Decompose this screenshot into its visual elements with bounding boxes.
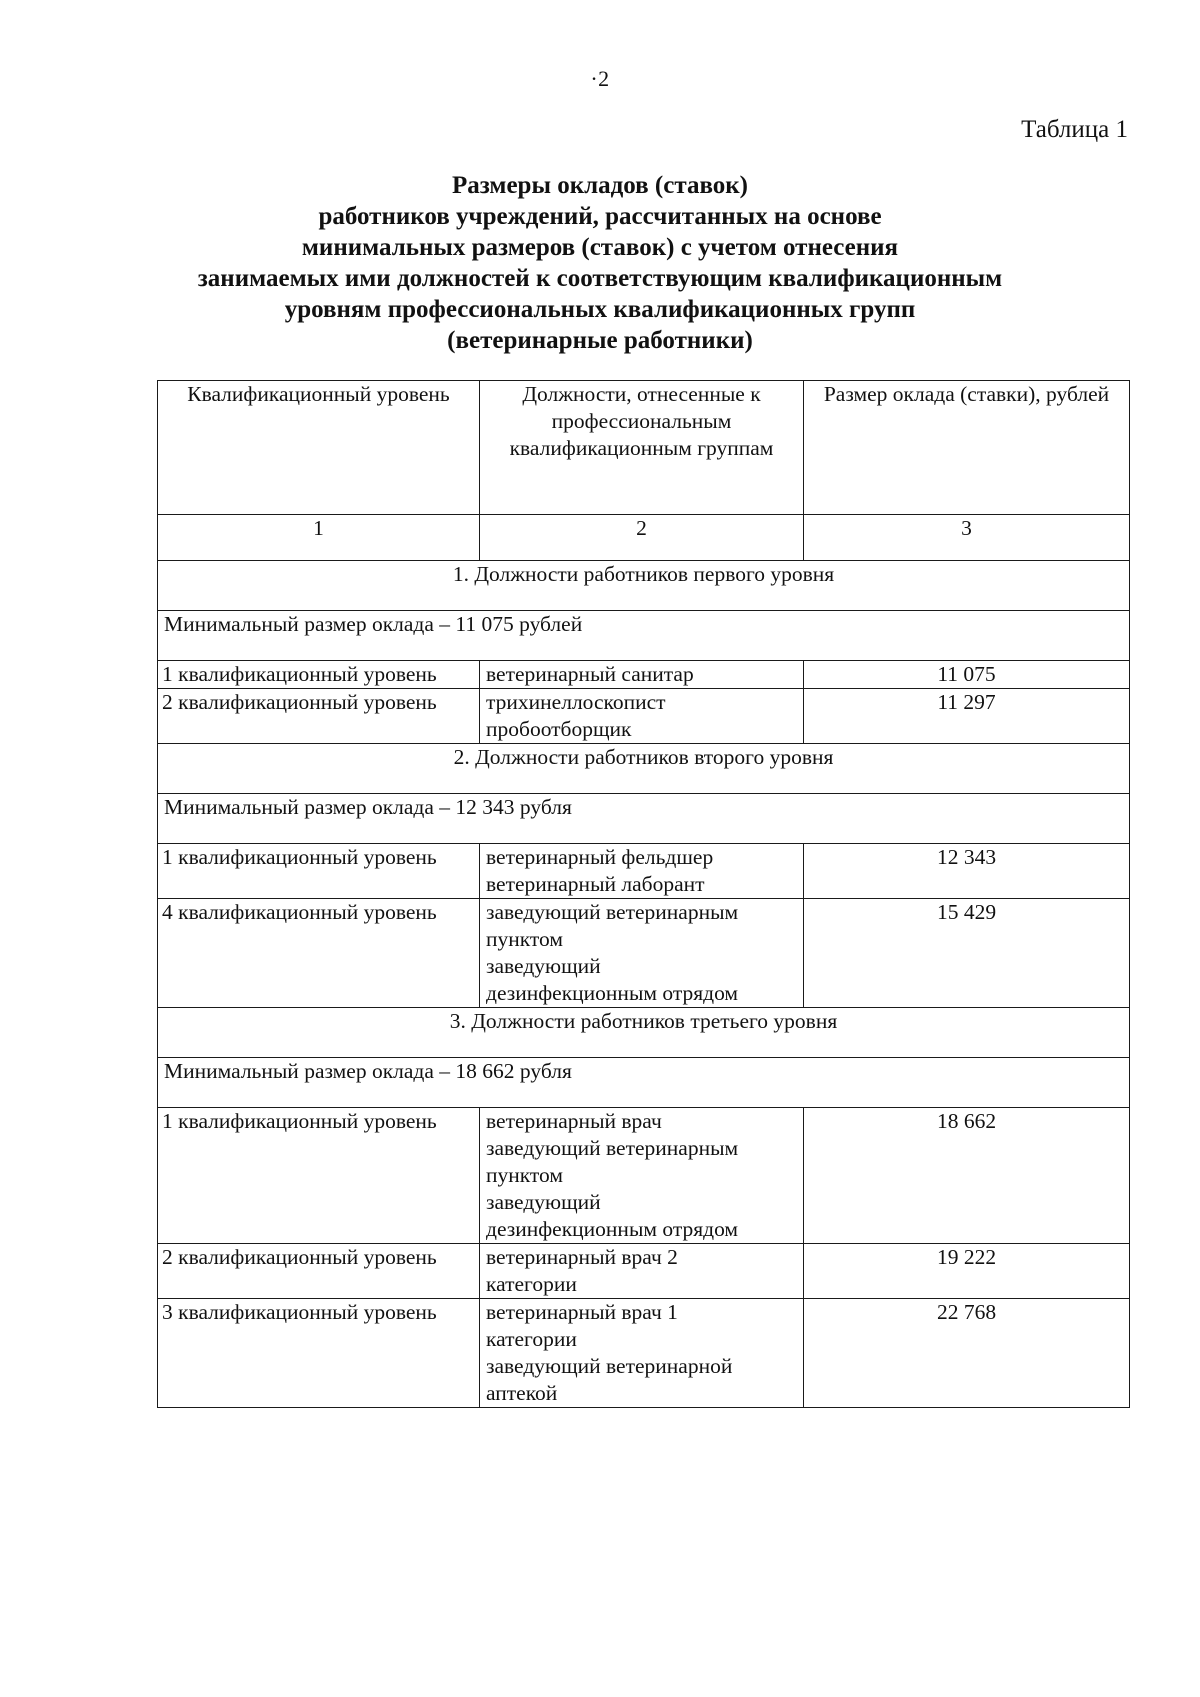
position-line: пробоотборщик: [486, 717, 632, 741]
column-number: 3: [804, 515, 1130, 561]
min-salary-text: Минимальный размер оклада – 11 075 рублей: [158, 611, 1130, 661]
section-title: 2. Должности работников второго уровня: [158, 744, 1130, 794]
position-line: пунктом: [486, 927, 563, 951]
table-row: [158, 1299, 1130, 1408]
min-salary-text: Минимальный размер оклада – 12 343 рубля: [158, 794, 1130, 844]
section-title: 3. Должности работников третьего уровня: [158, 1008, 1130, 1058]
position-line: ветеринарный врач 2: [486, 1245, 678, 1269]
table-label: Таблица 1: [1021, 116, 1128, 143]
page-number: ·2: [590, 66, 610, 91]
position-line: заведующий: [486, 954, 601, 978]
position-line: ветеринарный врач: [486, 1109, 662, 1133]
position-line: заведующий ветеринарной: [486, 1354, 733, 1378]
positions-cell: [480, 1244, 804, 1299]
column-number: 1: [158, 515, 480, 561]
title-line: работников учреждений, рассчитанных на основе: [318, 203, 882, 230]
header-positions: Должности, отнесенные к профессиональным квалификационным группам: [480, 381, 804, 515]
position-line: ветеринарный фельдшер: [486, 845, 714, 869]
position-line: заведующий: [486, 1190, 601, 1214]
position-line: ветеринарный лаборант: [486, 872, 705, 896]
min-salary-text: Минимальный размер оклада – 18 662 рубля: [158, 1058, 1130, 1108]
qualification-level: 1 квалификационный уровень: [158, 844, 480, 899]
section-header-row: [158, 561, 1130, 611]
position-line: категории: [486, 1272, 577, 1296]
salary-value: 12 343: [804, 844, 1130, 899]
qualification-level: 3 квалификационный уровень: [158, 1299, 480, 1408]
position-line: заведующий ветеринарным: [486, 1136, 739, 1160]
header-level: Квалификационный уровень: [158, 381, 480, 515]
column-number-row: [158, 515, 1130, 561]
title-line: Размеры окладов (ставок): [451, 172, 749, 199]
qualification-level: 1 квалификационный уровень: [158, 1108, 480, 1244]
salary-table-body: [158, 381, 1130, 1408]
document-title: [0, 170, 1200, 356]
title-line: уровням профессиональных квалификационных групп: [284, 296, 916, 323]
position-line: дезинфекционным отрядом: [486, 981, 739, 1005]
salary-table: [157, 380, 1130, 1408]
qualification-level: 2 квалификационный уровень: [158, 689, 480, 744]
positions-cell: [480, 844, 804, 899]
min-salary-row: [158, 611, 1130, 661]
positions-cell: [480, 899, 804, 1008]
table-row: [158, 1108, 1130, 1244]
table-row: [158, 661, 1130, 689]
qualification-level: 4 квалификационный уровень: [158, 899, 480, 1008]
title-line: минимальных размеров (ставок) с учетом отнесения: [301, 234, 899, 261]
title-line: (ветеринарные работники): [447, 327, 753, 354]
position-line: дезинфекционным отрядом: [486, 1217, 739, 1241]
header-row: [158, 381, 1130, 515]
title-line: занимаемых ими должностей к соответствующим квалификационным: [197, 265, 1003, 292]
min-salary-row: [158, 1058, 1130, 1108]
positions-cell: [480, 689, 804, 744]
position-line: трихинеллоскопист: [486, 690, 666, 714]
salary-value: 11 075: [804, 661, 1130, 689]
positions-cell: [480, 1299, 804, 1408]
salary-value: 22 768: [804, 1299, 1130, 1408]
min-salary-row: [158, 794, 1130, 844]
position-line: ветеринарный врач 1: [486, 1300, 678, 1324]
position-line: заведующий ветеринарным: [486, 900, 739, 924]
column-number: 2: [480, 515, 804, 561]
position-line: пунктом: [486, 1163, 563, 1187]
header-salary: Размер оклада (ставки), рублей: [804, 381, 1130, 515]
section-title: 1. Должности работников первого уровня: [158, 561, 1130, 611]
section-header-row: [158, 1008, 1130, 1058]
salary-value: 11 297: [804, 689, 1130, 744]
position-line: категории: [486, 1327, 577, 1351]
table-row: [158, 1244, 1130, 1299]
salary-value: 15 429: [804, 899, 1130, 1008]
salary-value: 18 662: [804, 1108, 1130, 1244]
table-row: [158, 689, 1130, 744]
section-header-row: [158, 744, 1130, 794]
positions-cell: [480, 1108, 804, 1244]
salary-value: 19 222: [804, 1244, 1130, 1299]
position-line: аптекой: [486, 1381, 558, 1405]
qualification-level: 2 квалификационный уровень: [158, 1244, 480, 1299]
table-row: [158, 899, 1130, 1008]
table-row: [158, 844, 1130, 899]
position-line: ветеринарный санитар: [486, 662, 694, 686]
qualification-level: 1 квалификационный уровень: [158, 661, 480, 689]
positions-cell: [480, 661, 804, 689]
